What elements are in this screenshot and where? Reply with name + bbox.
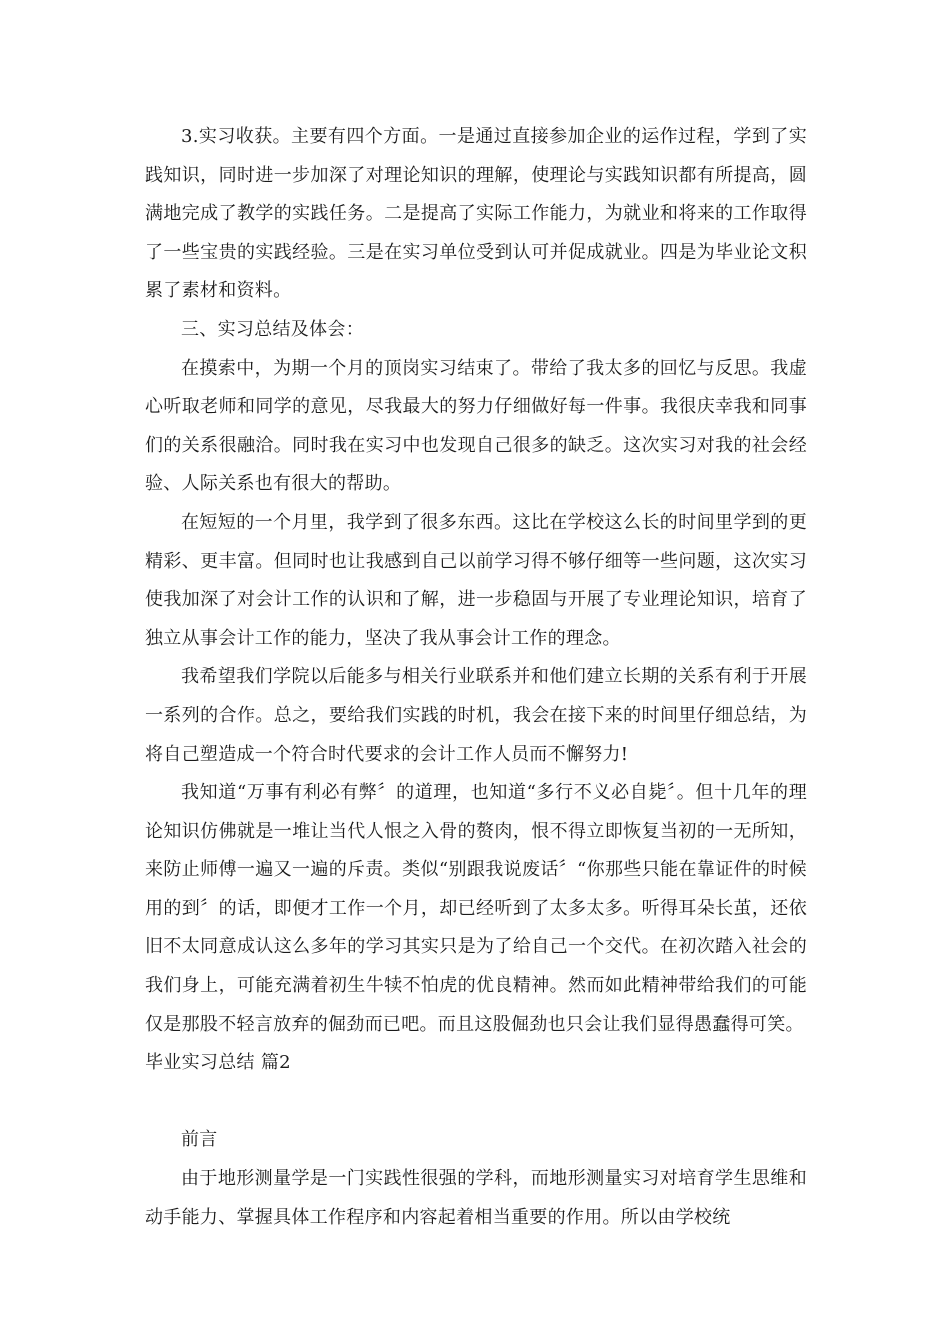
- paragraph-reflection-1: 在摸索中，为期一个月的顶岗实习结束了。带给了我太多的回忆与反思。我虚心听取老师和同学的意见，尽我最大的努力仔细做好每一件事。我很庆幸我和同事们的关系很融洽。同时我在实习中也发现自己很多的缺乏。这次实习对我的社会经验、人际关系也有很大的帮助。: [145, 357, 807, 495]
- document-body: [145, 118, 807, 1237]
- section-title: 毕业实习总结 篇2: [145, 1052, 291, 1074]
- blank-line: [145, 1083, 807, 1122]
- heading-summary-and-reflection: 三、实习总结及体会：: [181, 318, 364, 340]
- paragraph-reflection-4: 我知道“万事有利必有弊〞的道理，也知道“多行不义必自毙〞。但十几年的理论知识仿佛就是一堆让当代人恨之入骨的赘肉，恨不得立即恢复当初的一无所知，来防止师傅一遍又一遍的斥责。类似“别跟我说废话〞“你那些只能在靠证件的时候用的到〞的话，即便才工作一个月，却已经听到了太多太多。听得耳朵长茧，还依旧不太同意成认这么多年的学习其实只是为了给自己一个交代。在初次踏入社会的我们身上，可能充满着初生牛犊不怕虎的优良精神。然而如此精神带给我们的可能仅是那股不轻言放弃的倔劲而已吧。而且这股倔劲也只会让我们显得愚蠢得可笑。: [145, 782, 807, 1035]
- paragraph-reflection-2: 在短短的一个月里，我学到了很多东西。这比在学校这么长的时间里学到的更精彩、更丰富。但同时也让我感到自己以前学习得不够仔细等一些问题，这次实习使我加深了对会计工作的认识和了解，进一步稳固与开展了专业理论知识，培育了独立从事会计工作的能力，坚决了我从事会计工作的理念。: [145, 511, 807, 649]
- paragraph-reflection-3: 我希望我们学院以后能多与相关行业联系并和他们建立长期的关系有利于开展一系列的合作。总之，要给我们实践的时机，我会在接下来的时间里仔细总结，为将自己塑造成一个符合时代要求的会计工作人员而不懈努力!: [145, 666, 807, 765]
- paragraph-internship-gains: 3.实习收获。主要有四个方面。一是通过直接参加企业的运作过程，学到了实践知识，同时进一步加深了对理论知识的理解，使理论与实践知识都有所提高，圆满地完成了教学的实践任务。二是提高了实际工作能力，为就业和将来的工作取得了一些宝贵的实践经验。三是在实习单位受到认可并促成就业。四是为毕业论文积累了素材和资料。: [145, 126, 807, 302]
- paragraph-preface-1: 由于地形测量学是一门实践性很强的学科，而地形测量实习对培育学生思维和动手能力、掌握具体工作程序和内容起着相当重要的作用。所以由学校统: [145, 1168, 807, 1228]
- preface-title: 前言: [181, 1129, 218, 1151]
